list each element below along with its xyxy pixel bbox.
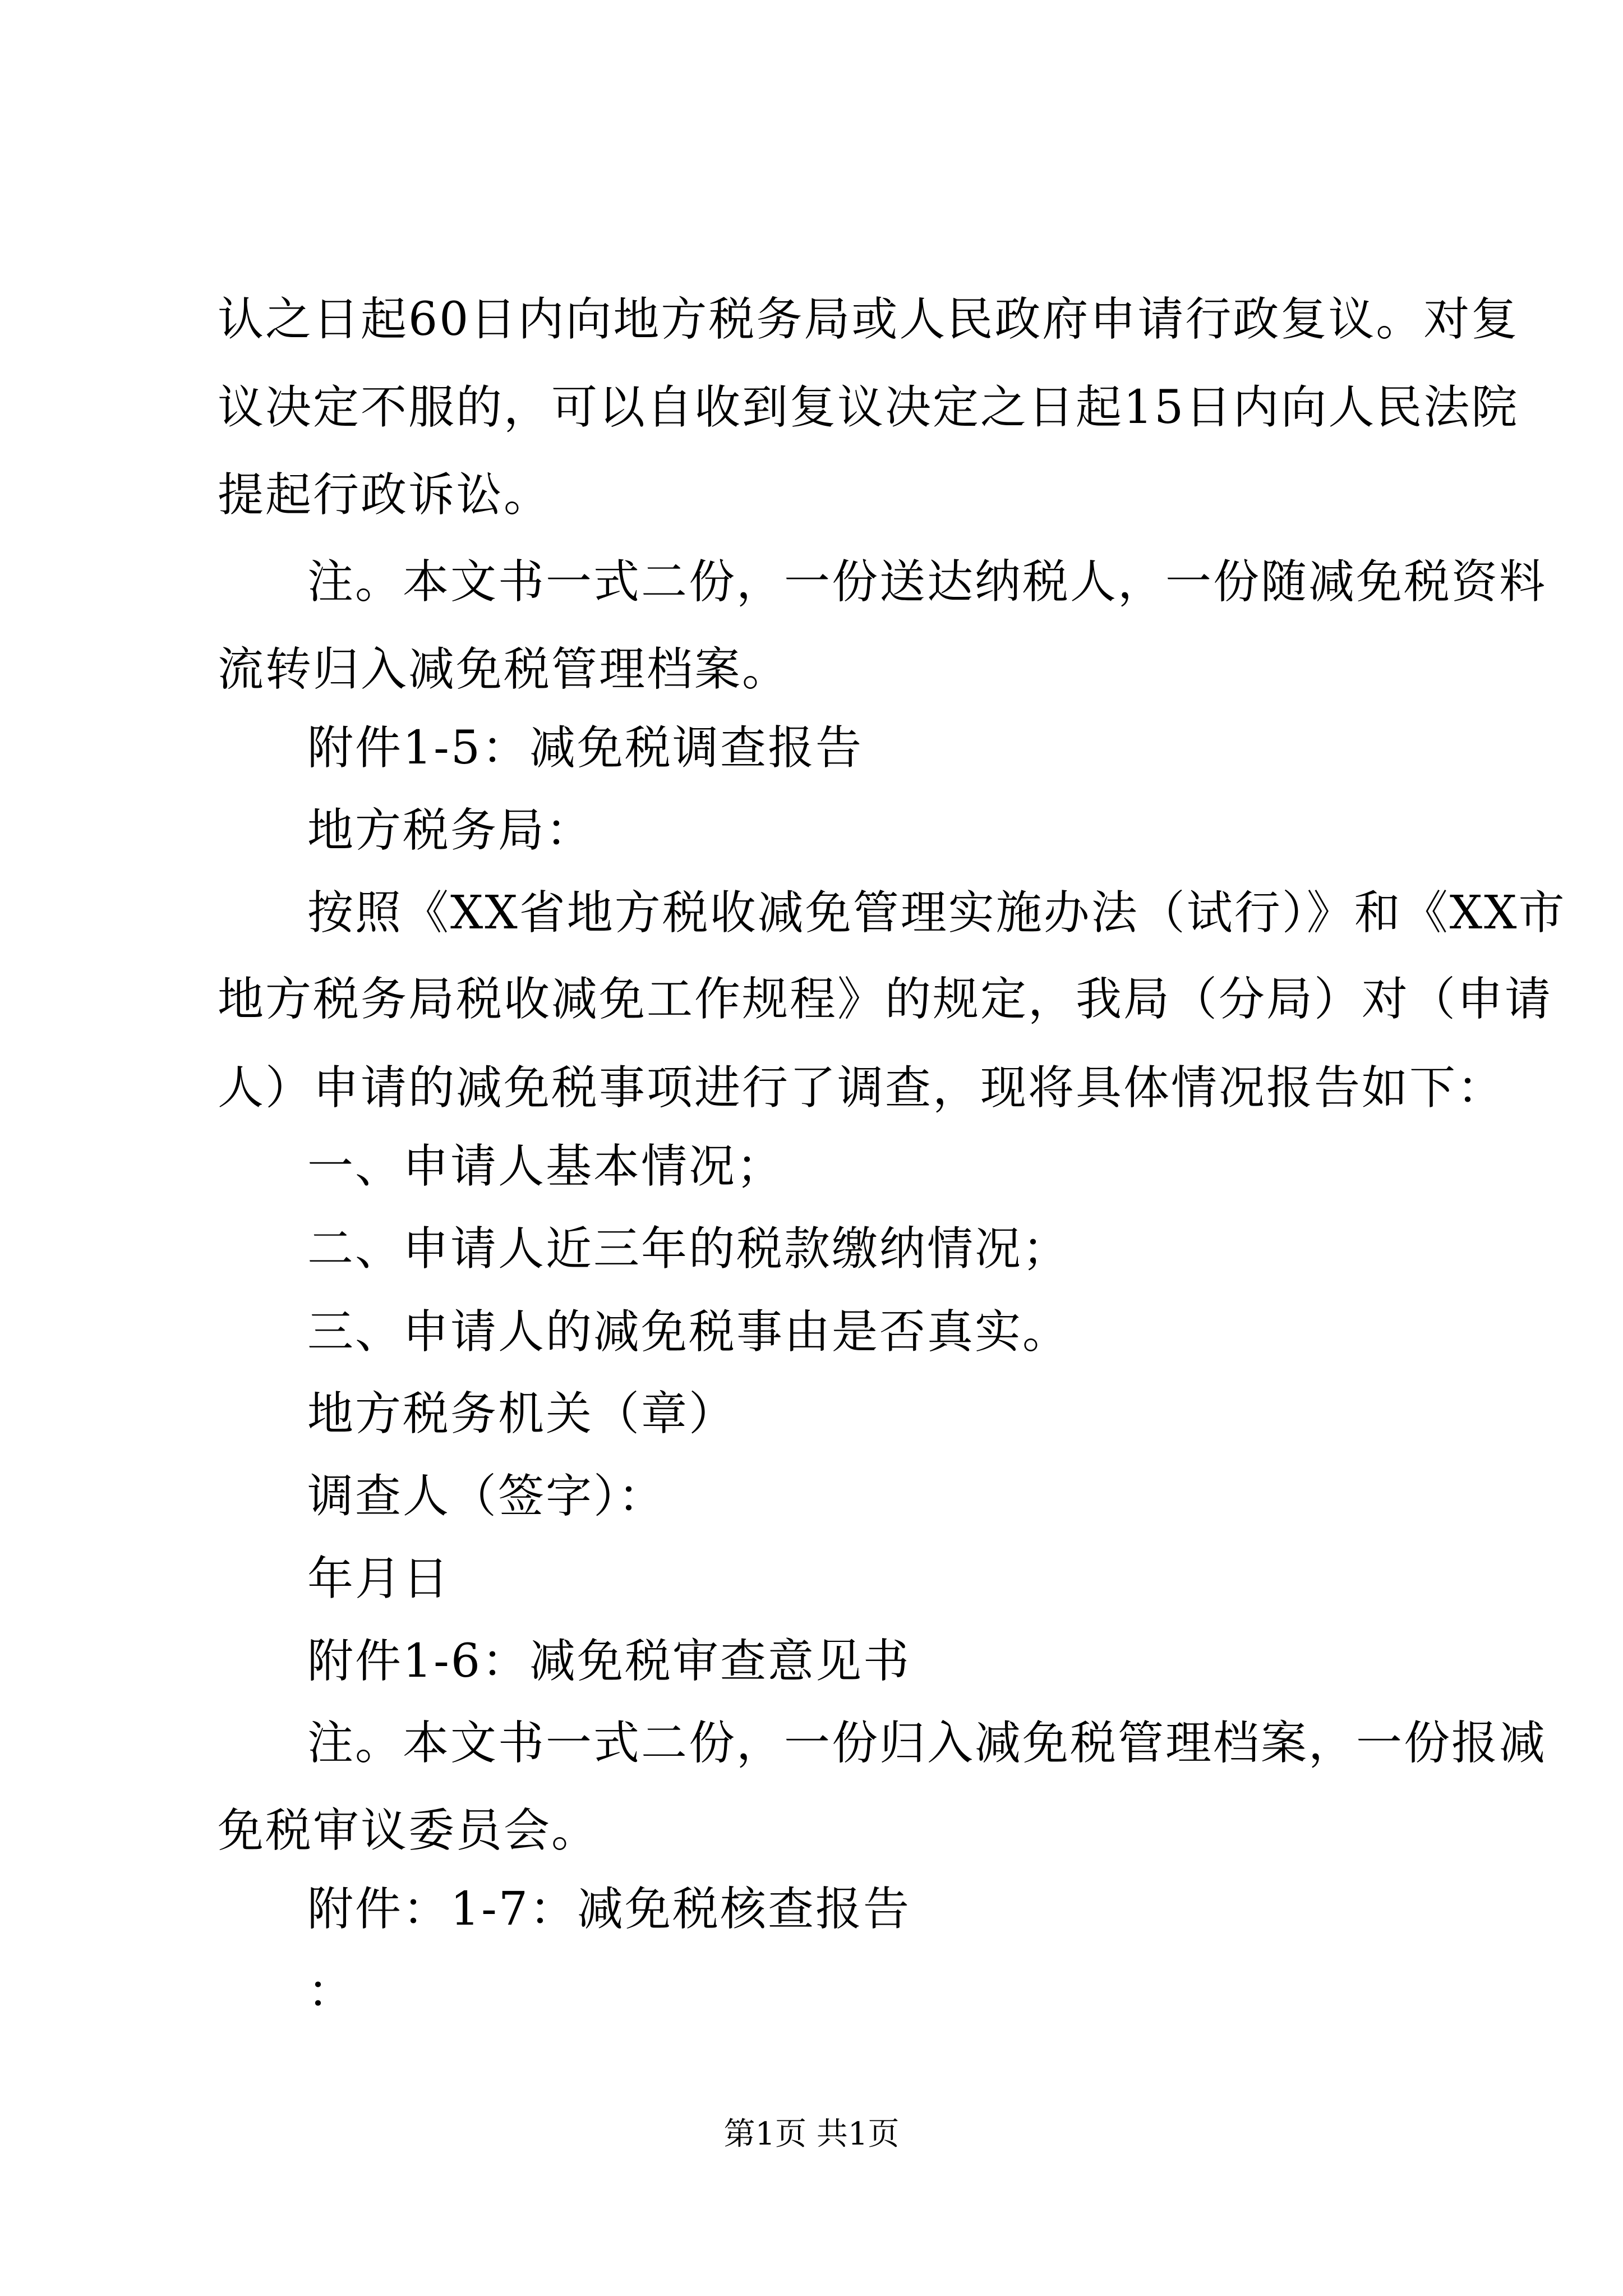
text-line: 二、申请人近三年的税款缴纳情况； (307, 1222, 1071, 1276)
text-line: 附件1-5：减免税调查报告 (307, 721, 864, 775)
text-line: 议决定不服的，可以自收到复议决定之日起15日内向人民法院 (218, 381, 1519, 434)
text-line: 调查人（签字）： (307, 1470, 666, 1523)
text-line: 地方税务局税收减免工作规程》的规定，我局（分局）对（申请 (218, 973, 1553, 1026)
text-line: ： (307, 1965, 356, 2018)
text-line: 附件1-6：减免税审查意见书 (307, 1635, 911, 1688)
text-line: 注。本文书一式二份，一份送达纳税人，一份随减免税资料 (307, 555, 1547, 609)
text-line: 地方税务机关（章） (307, 1387, 737, 1441)
text-line: 认之日起60日内向地方税务局或人民政府申请行政复议。对复 (218, 293, 1519, 346)
text-line: 地方税务局： (307, 804, 594, 857)
page-number-footer: 第1页 共1页 (723, 2116, 900, 2152)
text-line: 一、申请人基本情况； (307, 1140, 785, 1193)
text-line: 附件：1-7：减免税核查报告 (307, 1883, 911, 1936)
text-line: 按照《XX省地方税收减免管理实施办法（试行）》和《XX市 (307, 886, 1566, 940)
text-line: 注。本文书一式二份，一份归入减免税管理档案，一份报减 (307, 1717, 1547, 1770)
text-line: 免税审议委员会。 (218, 1804, 600, 1857)
text-line: 流转归入减免税管理档案。 (218, 643, 790, 696)
text-line: 三、申请人的减免税事由是否真实。 (307, 1305, 1071, 1359)
text-line: 提起行政诉讼。 (218, 468, 552, 522)
text-line: 人）申请的减免税事项进行了调查，现将具体情况报告如下： (218, 1061, 1505, 1115)
text-line: 年月日 (307, 1552, 451, 1605)
